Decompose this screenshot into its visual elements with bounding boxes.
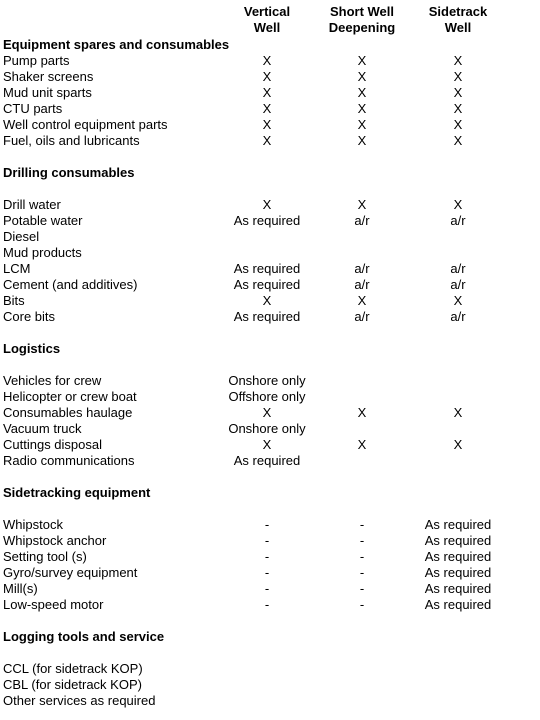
vertical-well-cell: Offshore only — [228, 389, 306, 404]
row-label: Mill(s) — [3, 581, 38, 596]
sidetrack-well-cell: a/r — [450, 261, 466, 276]
row-label: Bits — [3, 293, 25, 308]
row-label: Shaker screens — [3, 69, 94, 84]
table-row — [0, 581, 540, 597]
short-well-deepening-cell: - — [359, 597, 365, 612]
sidetrack-well-cell: a/r — [450, 277, 466, 292]
vertical-well-cell: - — [264, 581, 270, 596]
vertical-well-cell: As required — [233, 453, 301, 468]
column-header-line: Well — [444, 20, 472, 35]
short-well-deepening-cell: - — [359, 549, 365, 564]
column-header-vertical-well — [212, 4, 322, 36]
sidetrack-well-cell: X — [453, 53, 463, 68]
short-well-deepening-cell: - — [359, 533, 365, 548]
sidetrack-well-cell: X — [453, 437, 463, 452]
row-label: Mud products — [3, 245, 82, 260]
row-label: Whipstock — [3, 517, 63, 532]
row-label: Cuttings disposal — [3, 437, 102, 452]
section-title: Equipment spares and consumables — [3, 37, 230, 52]
sidetrack-well-cell: As required — [424, 533, 492, 548]
sidetrack-well-cell: X — [453, 133, 463, 148]
row-label: Whipstock anchor — [3, 533, 107, 548]
row-label: Fuel, oils and lubricants — [3, 133, 140, 148]
vertical-well-cell: Onshore only — [228, 373, 306, 388]
table-row — [0, 213, 540, 229]
sidetrack-well-cell: X — [453, 293, 463, 308]
vertical-well-cell: X — [262, 437, 272, 452]
table-row — [0, 693, 540, 709]
vertical-well-cell: X — [262, 133, 272, 148]
sidetrack-well-cell: As required — [424, 581, 492, 596]
vertical-well-cell: X — [262, 85, 272, 100]
column-header-short-well-deepening — [307, 4, 417, 36]
sidetrack-well-cell: As required — [424, 597, 492, 612]
sidetrack-well-cell: a/r — [450, 309, 466, 324]
short-well-deepening-cell: X — [357, 53, 367, 68]
section-title: Sidetracking equipment — [3, 485, 151, 500]
table-row — [0, 197, 540, 213]
table-row — [0, 405, 540, 421]
sidetrack-well-cell: X — [453, 117, 463, 132]
table-row — [0, 309, 540, 325]
row-label: Well control equipment parts — [3, 117, 168, 132]
row-label: CBL (for sidetrack KOP) — [3, 677, 142, 692]
column-header-line: Well — [253, 20, 281, 35]
table-row — [0, 277, 540, 293]
row-label: Consumables haulage — [3, 405, 133, 420]
section-title: Logging tools and service — [3, 629, 165, 644]
sidetrack-well-cell: X — [453, 101, 463, 116]
short-well-deepening-cell: X — [357, 133, 367, 148]
row-label: Cement (and additives) — [3, 277, 138, 292]
row-label: Drill water — [3, 197, 61, 212]
table-header — [0, 4, 540, 38]
sidetrack-well-cell: As required — [424, 565, 492, 580]
column-header-line: Deepening — [328, 20, 396, 35]
sidetrack-well-cell: X — [453, 69, 463, 84]
short-well-deepening-cell: a/r — [354, 213, 370, 228]
short-well-deepening-cell: - — [359, 517, 365, 532]
table-row — [0, 677, 540, 693]
row-label: Other services as required — [3, 693, 156, 708]
short-well-deepening-cell: - — [359, 581, 365, 596]
table-row — [0, 661, 540, 677]
row-label: CCL (for sidetrack KOP) — [3, 661, 143, 676]
vertical-well-cell: X — [262, 293, 272, 308]
row-label: Pump parts — [3, 53, 70, 68]
sidetrack-well-cell: X — [453, 197, 463, 212]
row-label: Mud unit sparts — [3, 85, 92, 100]
section-title: Logistics — [3, 341, 61, 356]
row-label: Helicopter or crew boat — [3, 389, 137, 404]
sidetrack-well-cell: X — [453, 85, 463, 100]
row-label: Low-speed motor — [3, 597, 104, 612]
table-row — [0, 101, 540, 117]
short-well-deepening-cell: X — [357, 85, 367, 100]
table-row — [0, 261, 540, 277]
vertical-well-cell: As required — [233, 277, 301, 292]
table-row — [0, 533, 540, 549]
short-well-deepening-cell: a/r — [354, 309, 370, 324]
table-row — [0, 437, 540, 453]
column-header-sidetrack-well — [403, 4, 513, 36]
table-row — [0, 245, 540, 261]
short-well-deepening-cell: X — [357, 437, 367, 452]
row-label: Vacuum truck — [3, 421, 82, 436]
vertical-well-cell: As required — [233, 261, 301, 276]
vertical-well-cell: X — [262, 117, 272, 132]
vertical-well-cell: - — [264, 565, 270, 580]
vertical-well-cell: X — [262, 197, 272, 212]
table-row — [0, 85, 540, 101]
short-well-deepening-cell: X — [357, 293, 367, 308]
short-well-deepening-cell: X — [357, 117, 367, 132]
table-row — [0, 373, 540, 389]
short-well-deepening-cell: a/r — [354, 261, 370, 276]
row-label: Core bits — [3, 309, 56, 324]
table-row — [0, 69, 540, 85]
short-well-deepening-cell: X — [357, 197, 367, 212]
table-row — [0, 229, 540, 245]
vertical-well-cell: - — [264, 549, 270, 564]
short-well-deepening-cell: X — [357, 405, 367, 420]
column-header-line: Short Well — [329, 4, 395, 19]
sidetrack-well-cell: a/r — [450, 213, 466, 228]
table-row — [0, 549, 540, 565]
column-header-line: Vertical — [243, 4, 291, 19]
table-row — [0, 565, 540, 581]
vertical-well-cell: X — [262, 405, 272, 420]
row-label: Setting tool (s) — [3, 549, 87, 564]
sidetrack-well-cell: As required — [424, 517, 492, 532]
vertical-well-cell: - — [264, 517, 270, 532]
short-well-deepening-cell: X — [357, 101, 367, 116]
vertical-well-cell: As required — [233, 213, 301, 228]
table-row — [0, 117, 540, 133]
row-label: Vehicles for crew — [3, 373, 102, 388]
table-row — [0, 453, 540, 469]
row-label: Radio communications — [3, 453, 135, 468]
table-row — [0, 293, 540, 309]
table-row — [0, 133, 540, 149]
short-well-deepening-cell: X — [357, 69, 367, 84]
vertical-well-cell: X — [262, 53, 272, 68]
row-label: Potable water — [3, 213, 83, 228]
table-row — [0, 53, 540, 69]
row-label: Gyro/survey equipment — [3, 565, 138, 580]
table-row — [0, 597, 540, 613]
section-title: Drilling consumables — [3, 165, 135, 180]
vertical-well-cell: X — [262, 101, 272, 116]
vertical-well-cell: - — [264, 533, 270, 548]
column-header-line: Sidetrack — [428, 4, 488, 19]
short-well-deepening-cell: - — [359, 565, 365, 580]
vertical-well-cell: - — [264, 597, 270, 612]
vertical-well-cell: Onshore only — [228, 421, 306, 436]
short-well-deepening-cell: a/r — [354, 277, 370, 292]
table-row — [0, 389, 540, 405]
row-label: CTU parts — [3, 101, 63, 116]
vertical-well-cell: X — [262, 69, 272, 84]
table-row — [0, 517, 540, 533]
row-label: LCM — [3, 261, 31, 276]
row-label: Diesel — [3, 229, 40, 244]
sidetrack-well-cell: X — [453, 405, 463, 420]
sidetrack-well-cell: As required — [424, 549, 492, 564]
vertical-well-cell: As required — [233, 309, 301, 324]
table-row — [0, 421, 540, 437]
